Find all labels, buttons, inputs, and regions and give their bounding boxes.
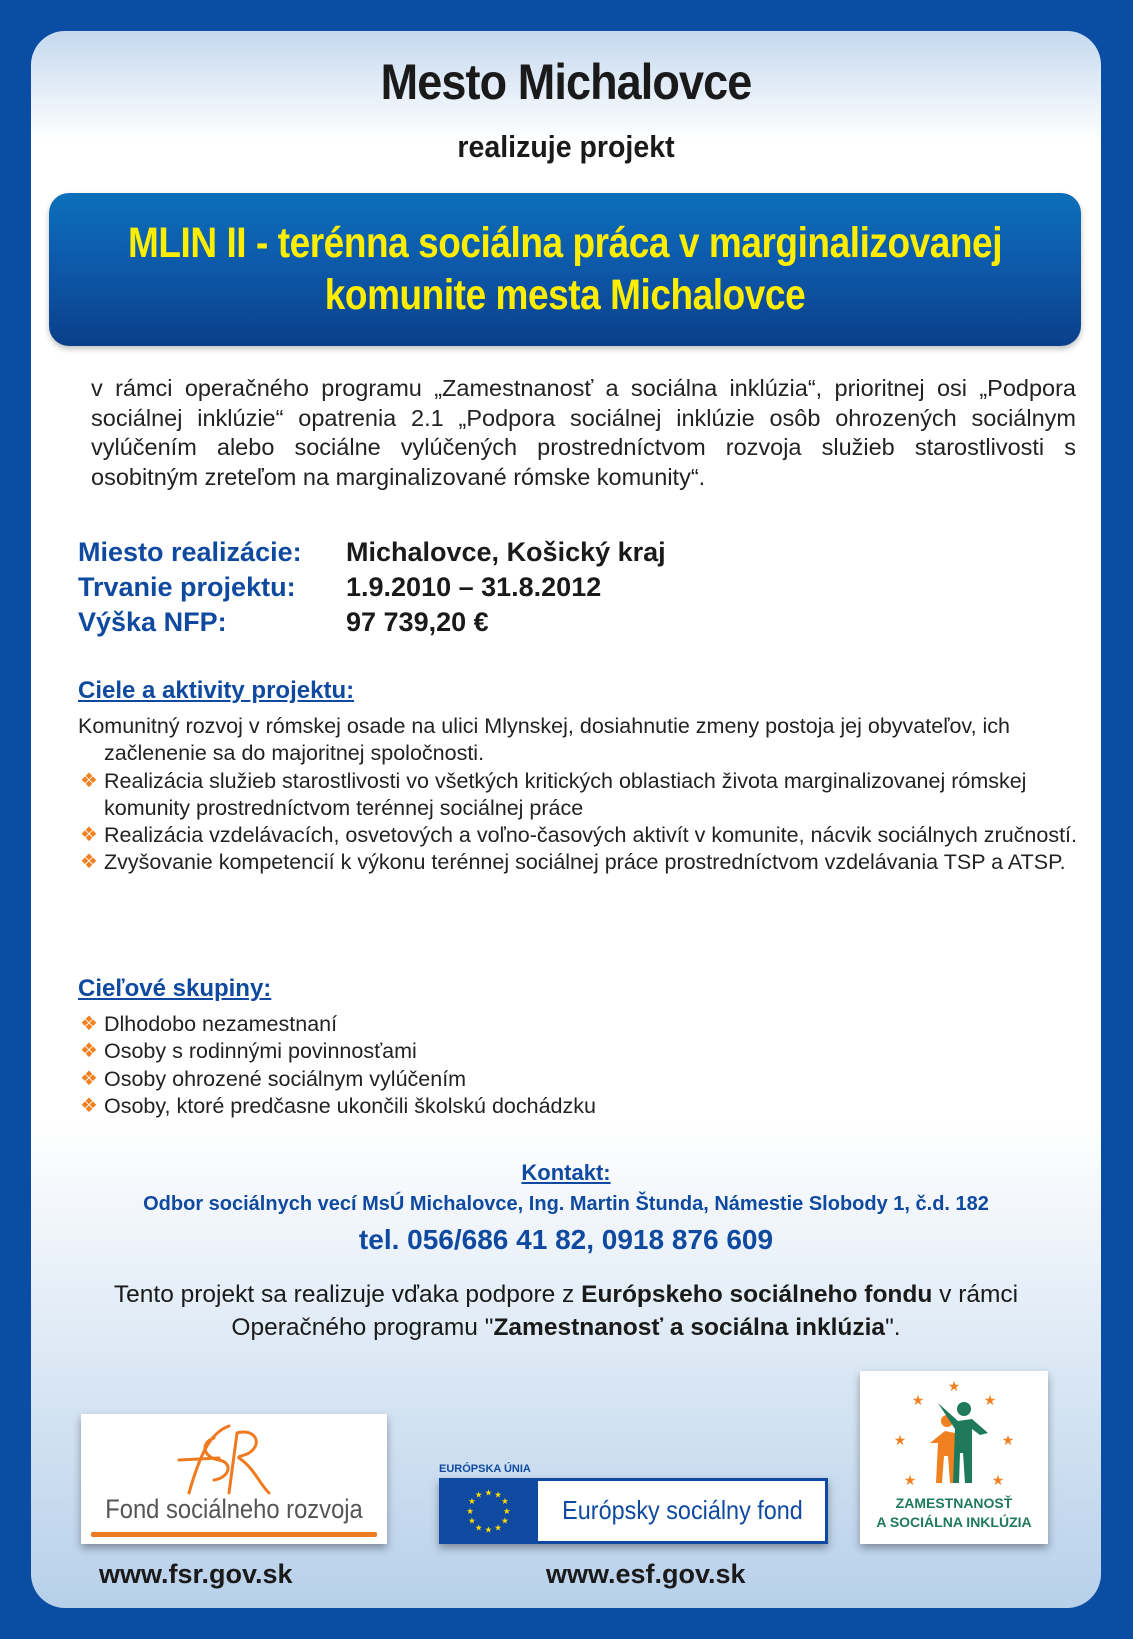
list-item-text: Zvyšovanie kompetencií k výkonu terénnej sociálnej práce prostredníctvom vzdelávania TSP a ATSP. <box>104 850 1066 875</box>
list-item-text: Realizácia vzdelávacích, osvetových a voľno-časových aktivít v komunite, nácvik sociálnych zručností. <box>104 823 1078 848</box>
svg-text:★: ★ <box>911 1392 925 1408</box>
svg-text:★: ★ <box>494 1522 503 1533</box>
svg-text:★: ★ <box>893 1432 907 1448</box>
svg-text:★: ★ <box>484 1524 493 1535</box>
zsi-name-line-1: ZAMESTNANOSŤ <box>895 1495 1013 1511</box>
list-item-text: Osoby s rodinnými povinnosťami <box>104 1039 417 1064</box>
diamond-bullet-icon: ❖ <box>80 824 98 847</box>
fsr-monogram-icon <box>159 1418 289 1498</box>
fact-value: 97 739,20 € <box>346 607 489 637</box>
contact-phone: tel. 056/686 41 82, 0918 876 609 <box>358 1224 774 1255</box>
svg-text:★: ★ <box>983 1392 997 1408</box>
fsr-name: Fond sociálneho rozvoja <box>105 1494 363 1524</box>
project-title-line-1: MLIN II - terénna sociálna práca v marginalizovanej <box>127 219 1003 267</box>
project-facts <box>78 535 666 640</box>
list-item <box>78 768 1078 823</box>
goals-list <box>78 713 1078 877</box>
diamond-bullet-icon: ❖ <box>80 1013 98 1035</box>
diamond-bullet-icon: ❖ <box>80 1040 98 1063</box>
esf-name: Európsky sociálny fond <box>562 1495 803 1525</box>
list-item <box>78 1093 1078 1120</box>
fact-value: Michalovce, Košický kraj <box>346 537 666 567</box>
poster-subtitle: realizuje projekt <box>457 129 675 164</box>
funding-text: Tento projekt sa realizuje vďaka podpore z <box>113 1281 582 1308</box>
funding-text: v rámci <box>932 1281 1019 1308</box>
svg-text:★: ★ <box>468 1496 476 1507</box>
list-item <box>78 849 1078 876</box>
esf-url-link[interactable]: www.esf.gov.sk <box>546 1559 746 1589</box>
poster-panel <box>31 31 1101 1608</box>
svg-text:★: ★ <box>903 1472 917 1488</box>
svg-text:★: ★ <box>1001 1432 1015 1448</box>
fact-duration <box>78 570 666 605</box>
svg-text:★: ★ <box>468 1515 476 1526</box>
project-title-line-2: komunite mesta Michalovce <box>324 271 806 319</box>
svg-text:★: ★ <box>484 1487 493 1498</box>
esf-logo <box>439 1478 828 1544</box>
list-item <box>78 822 1078 849</box>
funding-text: Operačného programu " <box>231 1314 494 1341</box>
zsi-people-icon <box>860 1371 1048 1496</box>
eu-flag-icon <box>442 1481 538 1541</box>
svg-text:★: ★ <box>991 1472 1005 1488</box>
svg-text:★: ★ <box>474 1522 483 1533</box>
target-groups-heading: Cieľové skupiny: <box>78 975 272 1002</box>
fsr-logo <box>81 1414 387 1544</box>
goals-intro: Komunitný rozvoj v rómskej osade na ulici Mlynskej, dosiahnutie zmeny postoja jej obyvateľov, ich začlenenie sa do majoritnej spoločnosti. <box>78 714 1011 766</box>
list-item-text: Osoby ohrozené sociálnym vylúčením <box>104 1066 467 1091</box>
diamond-bullet-icon: ❖ <box>80 1094 98 1117</box>
list-item-text: Realizácia služieb starostlivosti vo všetkých kritických oblastiach života marginalizovanej rómskej komunity prostredníctvom terénnej sociálnej práce <box>104 768 1027 820</box>
svg-text:★: ★ <box>466 1505 474 1516</box>
goals-heading: Ciele a aktivity projektu: <box>78 677 355 704</box>
eu-label: EURÓPSKA ÚNIA <box>439 1463 531 1475</box>
target-groups-list <box>78 1011 1078 1120</box>
list-item <box>78 1066 1078 1093</box>
zsi-logo <box>860 1371 1048 1544</box>
contact-address: Odbor sociálnych vecí MsÚ Michalovce, Ing. Martin Štunda, Námestie Slobody 1, č.d. 182 <box>143 1193 989 1215</box>
intro-paragraph: v rámci operačného programu „Zamestnanosť a sociálna inklúzia“, prioritnej osi „Podpora sociálnej inklúzie“ opatrenia 2.1 „Podpora sociálnej inklúzie osôb ohrozených sociálnym vylúčením alebo sociálne vylúčených prostredníctvom rozvoja služieb starostlivosti s osobitným zreteľom na marginalizované rómske komunity“. <box>91 375 1076 490</box>
fact-label: Výška NFP: <box>78 607 227 637</box>
funding-statement <box>31 1278 1101 1344</box>
svg-text:★: ★ <box>501 1515 509 1526</box>
fsr-underline <box>91 1532 377 1537</box>
list-item-text: Osoby, ktoré predčasne ukončili školskú dochádzku <box>104 1093 596 1118</box>
svg-text:★: ★ <box>947 1378 961 1394</box>
eu-stars-icon <box>442 1481 535 1541</box>
funding-fund-name: Európskeho sociálneho fondu <box>581 1281 933 1308</box>
list-item <box>78 1011 1078 1038</box>
funding-text: ". <box>885 1314 901 1341</box>
funding-program-name: Zamestnanosť a sociálna inklúzia <box>493 1314 886 1341</box>
zsi-name <box>860 1494 1048 1532</box>
svg-text:★: ★ <box>501 1496 509 1507</box>
svg-text:★: ★ <box>474 1489 483 1500</box>
diamond-bullet-icon: ❖ <box>80 851 98 874</box>
diamond-bullet-icon: ❖ <box>80 1067 98 1090</box>
contact-heading: Kontakt: <box>521 1160 611 1185</box>
fact-amount <box>78 605 666 640</box>
svg-text:★: ★ <box>503 1505 511 1516</box>
list-item-text: Dlhodobo nezamestnaní <box>104 1012 338 1036</box>
diamond-bullet-icon: ❖ <box>80 769 98 792</box>
fact-value: 1.9.2010 – 31.8.2012 <box>346 572 602 602</box>
list-item <box>78 1038 1078 1065</box>
fact-location <box>78 535 666 570</box>
fact-label: Miesto realizácie: <box>78 537 302 567</box>
svg-text:★: ★ <box>494 1489 503 1500</box>
fsr-url-link[interactable]: www.fsr.gov.sk <box>99 1559 293 1589</box>
zsi-name-line-2: A SOCIÁLNA INKLÚZIA <box>876 1514 1032 1530</box>
fact-label: Trvanie projektu: <box>78 572 296 602</box>
poster-title: Mesto Michalovce <box>380 54 752 110</box>
project-title-banner <box>49 193 1081 346</box>
